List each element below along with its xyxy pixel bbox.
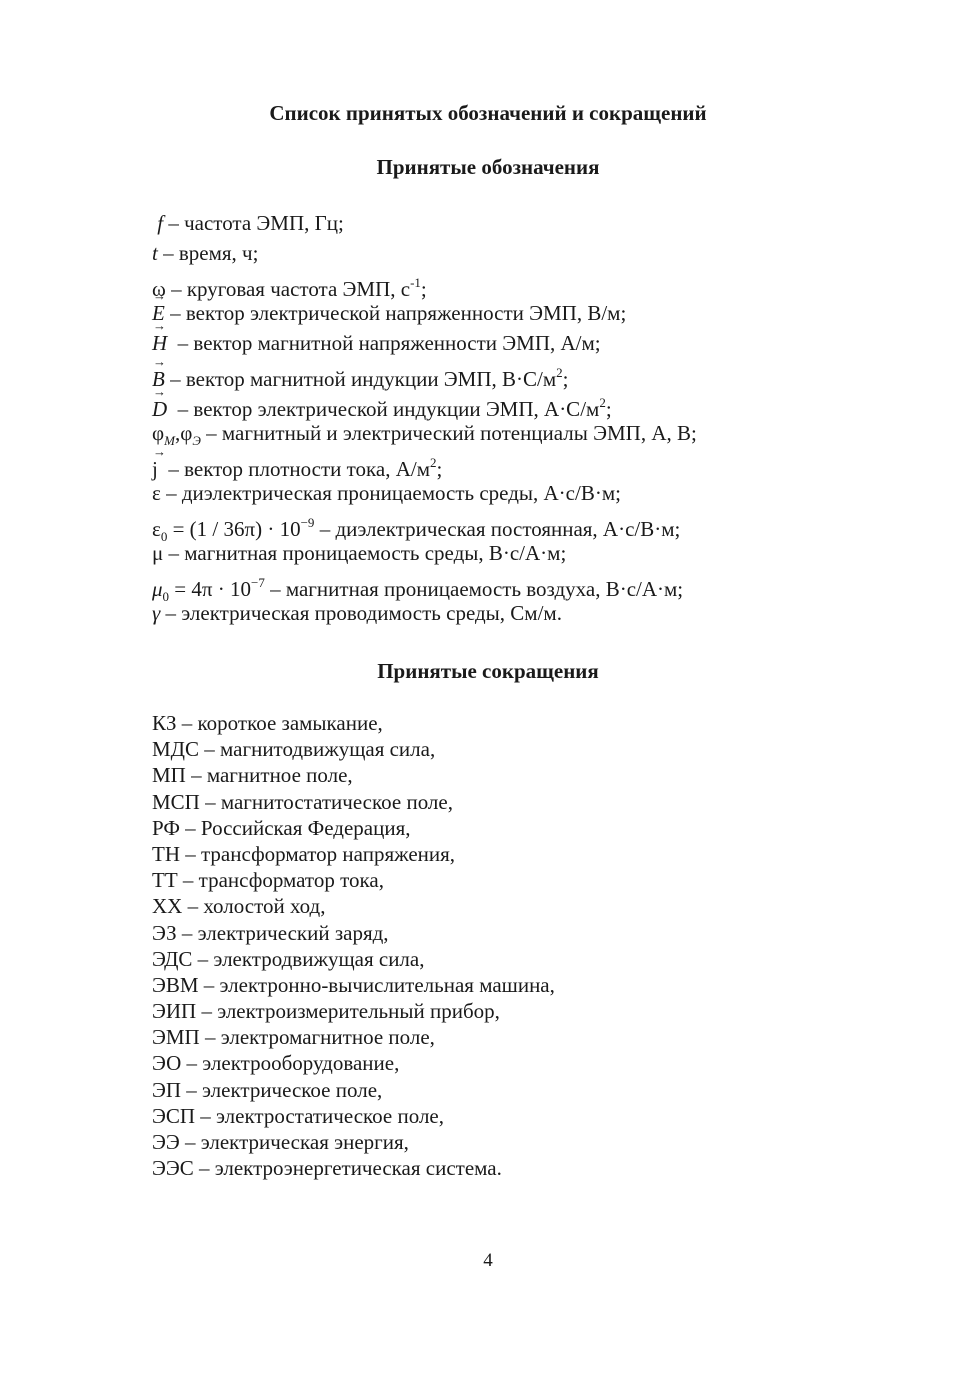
- notation-item: $\varepsilon_0 = (1 / 36\pi) \cdot 10^{-9}$ – диэлектрическая постоянная, А·с/В·м;: [152, 515, 681, 544]
- notation-item: $\mu_0 = 4\pi \cdot 10^{-7}$ – магнитная проницаемость воздуха, В·с/А·м;: [152, 575, 684, 604]
- abbreviations-heading: Принятые сокращения: [377, 659, 599, 683]
- notation-item: t – время, ч;: [152, 241, 259, 265]
- notation-item: → B – вектор магнитной индукции ЭМП, $В\cdot С/м^2$;: [152, 358, 912, 388]
- abbreviation-item: ЭВМ – электронно-вычислительная машина,: [152, 972, 555, 997]
- abbreviation-item: ХХ – холостой ход,: [152, 894, 326, 919]
- notation-item: γ – электрическая проводимость среды, См/м.: [152, 601, 562, 625]
- notation-item: $\varphi_М,\varphi_Э$ – магнитный и электрический потенциалы ЭМП, А, В;: [152, 421, 697, 448]
- abbreviation-item: ЭДС – электродвижущая сила,: [152, 946, 425, 971]
- abbreviation-item: КЗ – короткое замыкание,: [152, 711, 383, 735]
- abbreviation-item: ЭСП – электростатическое поле,: [152, 1103, 445, 1128]
- notation-item: → D – вектор электрической индукции ЭМП, $А\cdot С/м^2$;: [152, 388, 912, 418]
- abbreviation-item: РФ – Российская Федерация,: [152, 815, 411, 840]
- page-number: 4: [483, 1250, 493, 1271]
- abbreviation-item: ТТ – трансформатор тока,: [152, 868, 384, 893]
- abbreviation-item: ТН – трансформатор напряжения,: [152, 841, 456, 866]
- abbreviation-item: ЭЗ – электрический заряд,: [152, 920, 389, 945]
- notation-item: ω – круговая частота ЭМП, $с^{-1}$;: [152, 275, 427, 301]
- abbreviation-item: МП – магнитное поле,: [152, 763, 353, 788]
- notations-heading: Принятые обозначения: [376, 155, 600, 179]
- notation-item: → E – вектор электрической напряженности ЭМП, В/м;: [152, 298, 912, 328]
- notation-item: → j – вектор плотности тока, $А/м^2$;: [152, 448, 912, 478]
- abbreviation-item: ЭЭ – электрическая энергия,: [152, 1130, 409, 1154]
- abbreviation-item: ЭМП – электромагнитное поле,: [152, 1025, 435, 1050]
- abbreviation-item: ЭИП – электроизмерительный прибор,: [152, 999, 500, 1024]
- abbreviation-item: МСП – магнитостатическое поле,: [152, 789, 453, 814]
- notation-item: → H – вектор магнитной напряженности ЭМП, А/м;: [152, 328, 912, 358]
- notation-item: f – частота ЭМП, Гц;: [157, 211, 344, 235]
- notation-item: μ – магнитная проницаемость среды, В·с/А·м;: [152, 541, 567, 565]
- abbreviation-item: ЭЭС – электроэнергетическая система.: [152, 1156, 502, 1181]
- notations-list: [152, 208, 912, 628]
- abbreviations-list: [152, 710, 912, 1181]
- notation-item: ε – диэлектрическая проницаемость среды, А·с/В·м;: [152, 481, 621, 505]
- page-title: Список принятых обозначений и сокращений: [269, 101, 707, 125]
- abbreviation-item: ЭП – электрическое поле,: [152, 1077, 383, 1102]
- abbreviation-item: ЭО – электрооборудование,: [152, 1051, 400, 1076]
- abbreviation-item: МДС – магнитодвижущая сила,: [152, 737, 436, 762]
